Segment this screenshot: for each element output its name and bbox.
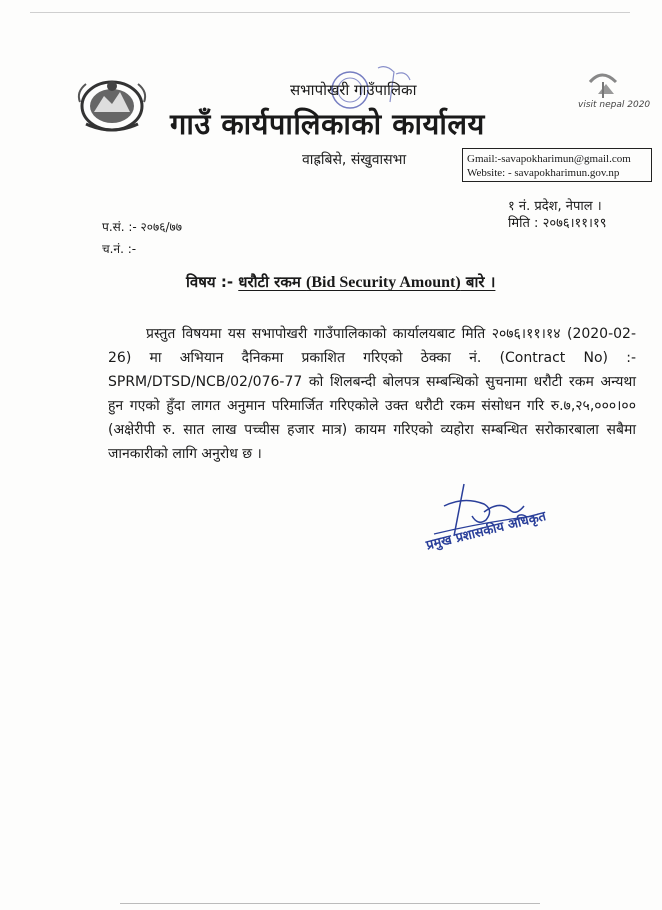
contact-box [462,148,652,182]
reference-number: प.सं. :- २०७६/७७ [102,220,183,234]
subject-text [238,273,495,291]
subject-text-en: (Bid Security Amount) [306,274,461,291]
office-address: वाह्रबिसे, संखुवासभा [302,152,407,168]
dispatch-number: च.नं. :- [102,242,137,256]
letter-body-paragraph: प्रस्तुत विषयमा यस सभापोखरी गाउँपालिकाको कार्यालयबाट मिति २०७६।११।१४ (2020-02-26) मा अभियान दैनिकमा प्रकाशित गरिएको ठेक्का नं. (Contract No) :- SPRM/DTSD/NCB/02/076-77 को शिलबन्दी बोलपत्र सम्बन्धिको सुचनामा धरौटी रकम अन्यथा हुन गएको हुँदा लागत अनुमान परिमार्जित गरिएकोले उक्त धरौटी रकम संसोधन गरि रु.७,२५,०००।०० (अक्षेरीपी रु. सात लाख पच्चीस हजार मात्र) कायम गरिएको व्यहोरा सम्बन्धित सरोकारबाला सबैमा जानकारीको लागि अनुरोध छ । [108,326,636,462]
signatory-designation: प्रमुख प्रशासकीय अधिकृत [424,509,548,554]
office-title: गाउँ कार्यपालिकाको कार्यालय [170,107,485,141]
bottom-border-line [120,903,540,904]
subject-label: विषय :- [186,273,239,291]
contact-gmail: Gmail:-savapokharimun@gmail.com [467,153,631,165]
nepal-emblem-icon [72,72,152,136]
subject-text-np: धरौटी रकम [238,273,307,291]
municipality-name: सभापोखरी गाउँपालिका [290,81,417,99]
visit-nepal-logo-icon [576,64,642,124]
province-line: १ नं. प्रदेश, नेपाल । [508,199,602,214]
contact-website: Website: - savapokharimun.gov.np [467,167,620,179]
subject-line [186,272,495,292]
letter-date: मिति : २०७६।११।१९ [508,216,607,231]
visit-nepal-logo-text: visit nepal 2020 [578,100,651,110]
subject-text-end: बारे । [460,273,496,291]
top-border-line [30,12,630,13]
